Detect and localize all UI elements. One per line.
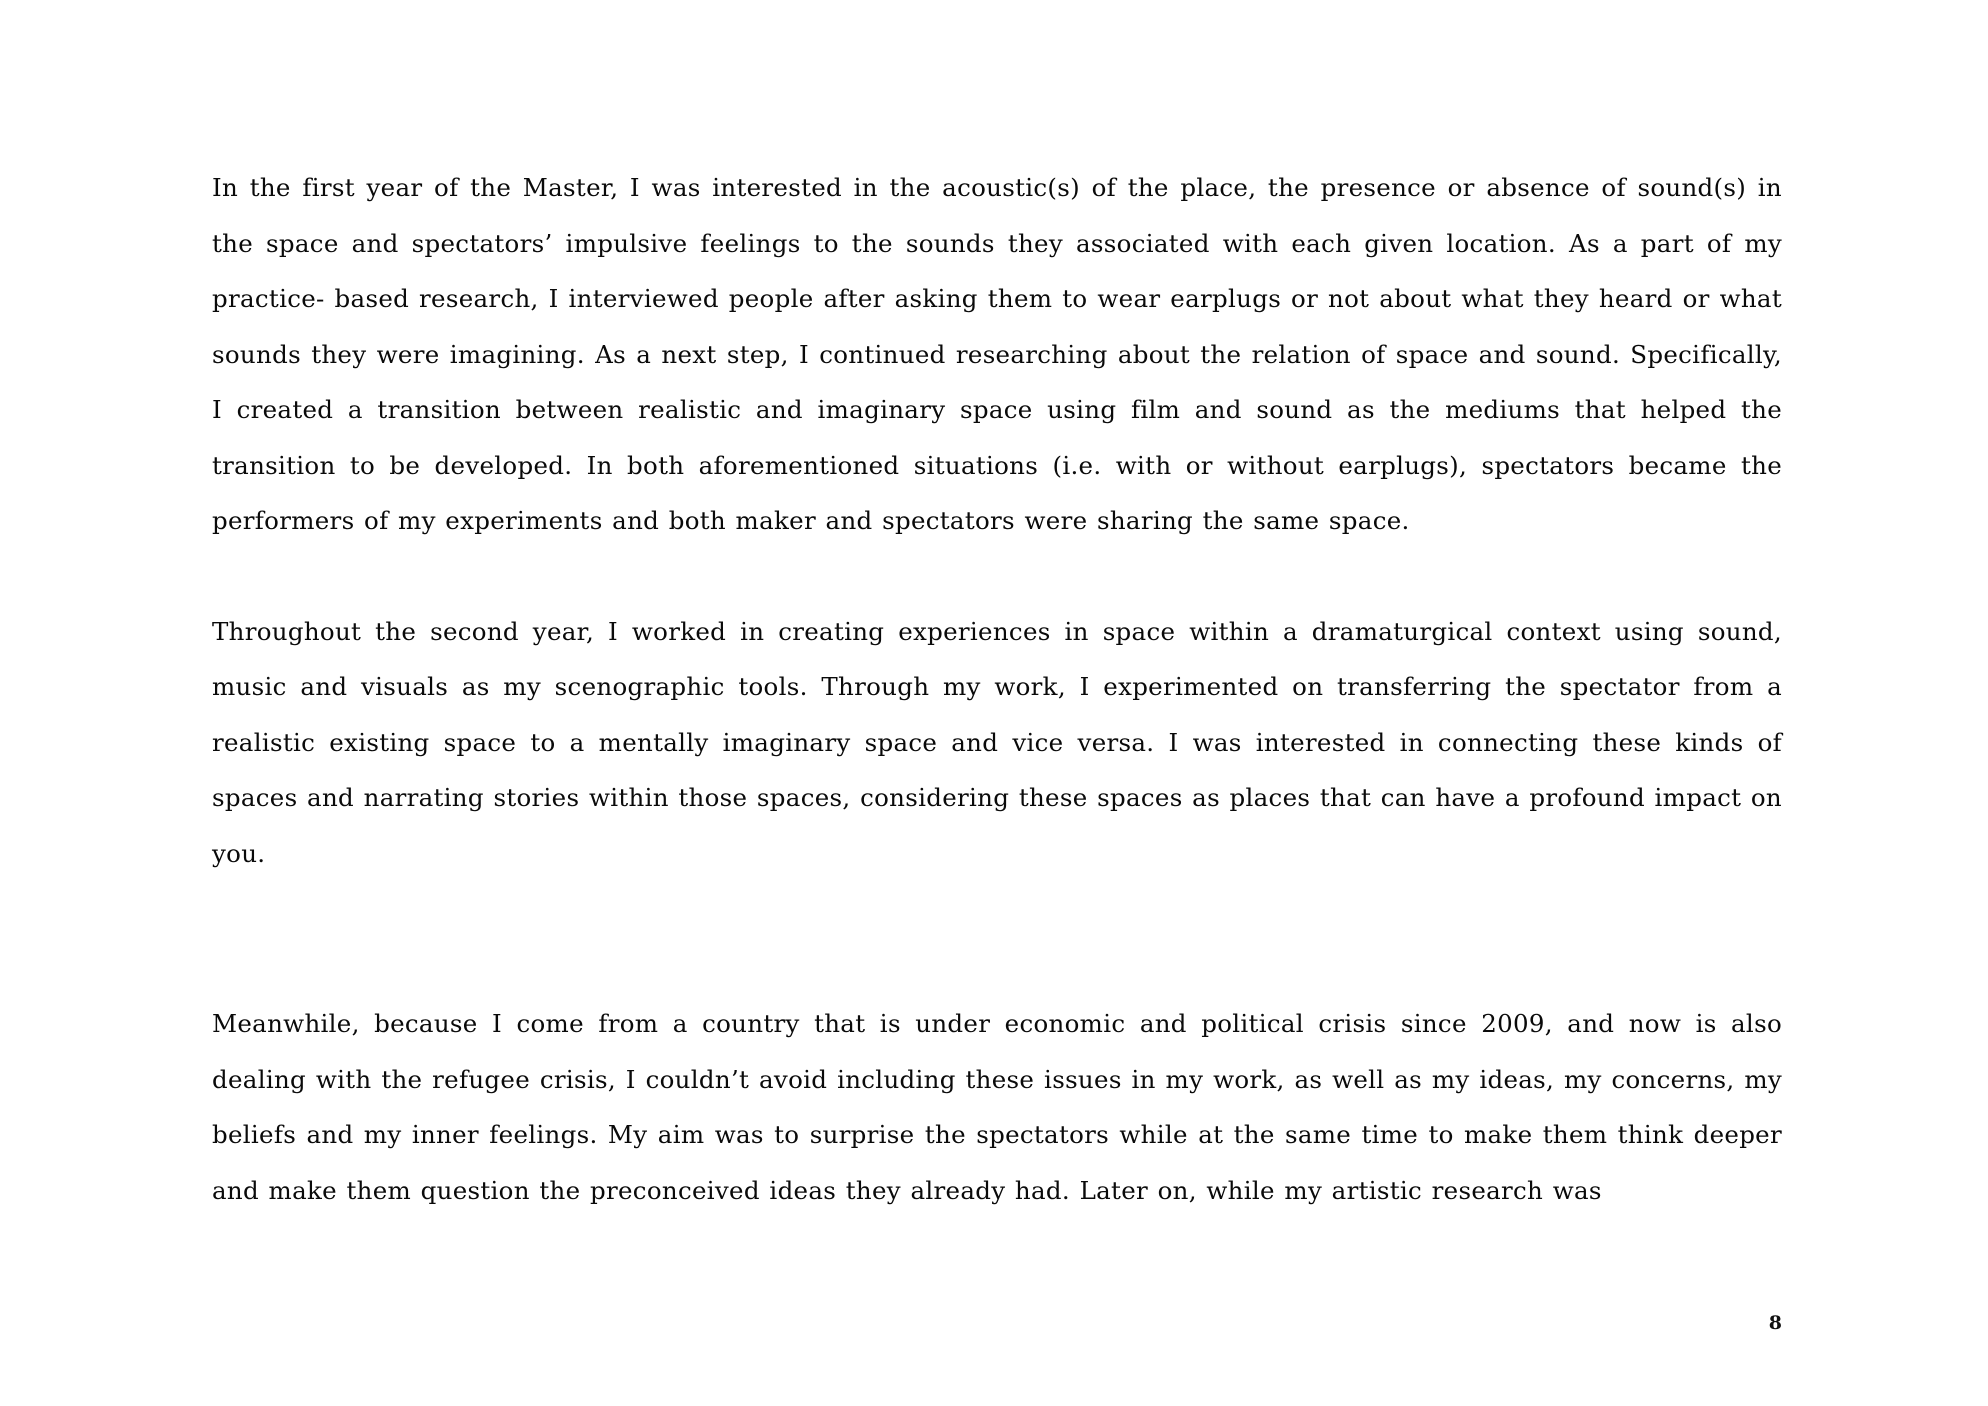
- paragraph-1: In the first year of the Master, I was interested in the acoustic(s) of the place, the presence or absence of sound(s) in the space and spectators’ impulsive feelings to the sounds they associated with each given location. As a part of my practice- based research, I interviewed people after asking them to wear earplugs or not about what they heard or what sounds they were imagining. As a next step, I continued researching about the relation of space and sound. Specifically, I created a transition between realistic and imaginary space using film and sound as the mediums that helped the transition to be developed. In both aforementioned situations (i.e. with or without earplugs), spectators became the performers of my experiments and both maker and spectators were sharing the same space.: [212, 173, 1782, 535]
- paragraph-spacer-large: [212, 881, 1782, 996]
- paragraph-3: Meanwhile, because I come from a country that is under economic and political crisis since 2009, and now is also dealing with the refugee crisis, I couldn’t avoid including these issues in my work, as well as my ideas, my concerns, my beliefs and my inner feelings. My aim was to surprise the spectators while at the same time to make them think deeper and make them question the preconceived ideas they already had. Later on, while my artistic research was: [212, 1009, 1782, 1205]
- document-body: [212, 160, 1782, 1218]
- page-number: 8: [1768, 1312, 1782, 1334]
- paragraph-2: Throughout the second year, I worked in creating experiences in space within a dramaturgical context using sound, music and visuals as my scenographic tools. Through my work, I experimented on transferring the spectator from a realistic existing space to a mentally imaginary space and vice versa. I was interested in connecting these kinds of spaces and narrating stories within those spaces, considering these spaces as places that can have a profound impact on you.: [212, 616, 1782, 868]
- paragraph-spacer: [212, 549, 1782, 604]
